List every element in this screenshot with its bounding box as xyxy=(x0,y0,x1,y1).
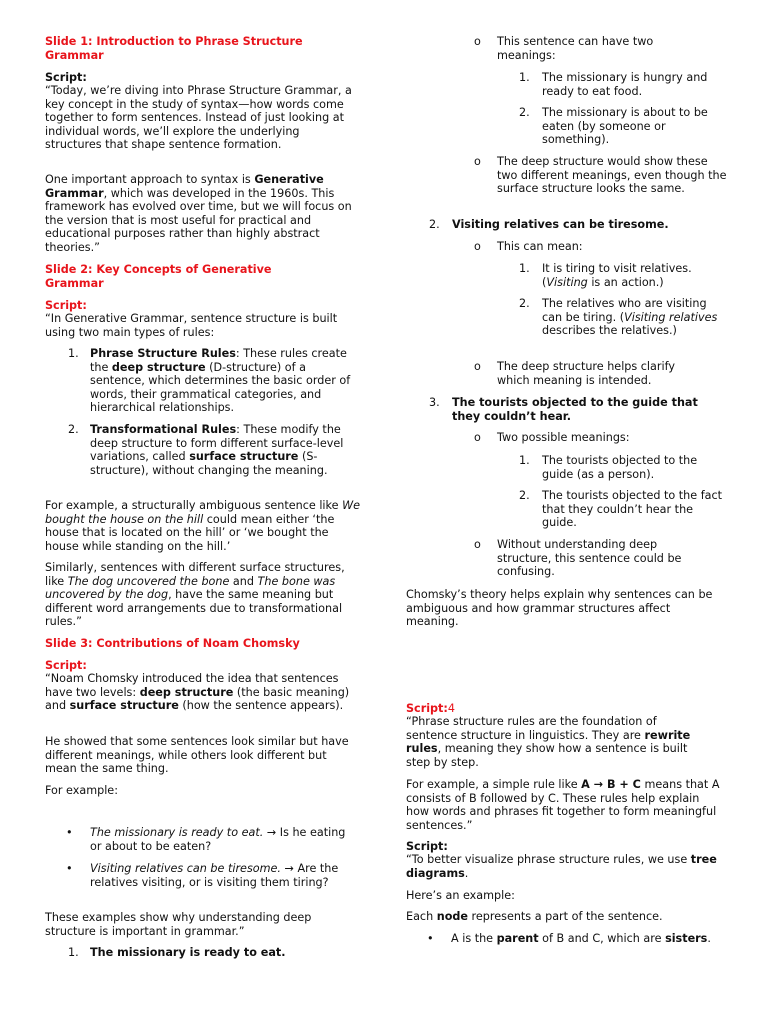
script-4-paragraph-2: For example, a simple rule like A → B + C means that A consists of B followed by C. These rules help explain how words and phrases fit together to form meaningful sentences.” xyxy=(406,778,720,832)
circle-bullet-icon: o xyxy=(474,240,481,253)
slide3-paragraph-2: He showed that some sentences look similar but have different meanings, while others look different but mean the same thing. xyxy=(45,735,349,776)
list-item: Visiting relatives can be tiresome. xyxy=(452,218,669,231)
circle-bullet-icon: o xyxy=(474,35,481,48)
slide2-paragraph-3: Similarly, sentences with different surface structures, like The dog uncovered the bone and The bone was uncovered by the dog, have the same meaning but different word arrangements due to transformational rules.” xyxy=(45,561,345,629)
script-label: Script: xyxy=(45,659,87,672)
list-item: The relatives who are visiting can be tiring. (Visiting relatives describes the relatives.) xyxy=(542,297,718,338)
list-item: A is the parent of B and C, which are sisters. xyxy=(451,932,711,945)
list-item: The tourists objected to the fact that they couldn’t hear the guide. xyxy=(542,489,723,530)
slide2-paragraph-1: “In Generative Grammar, sentence structure is built using two main types of rules: xyxy=(45,312,338,339)
list-item: It is tiring to visit relatives. (Visiting is an action.) xyxy=(542,262,692,289)
list-number: 1. xyxy=(519,262,530,275)
slide3-paragraph-3: For example: xyxy=(45,784,118,797)
list-item: This sentence can have two meanings: xyxy=(497,35,654,62)
right-paragraph: Chomsky’s theory helps explain why sentences can be ambiguous and how grammar structures affect meaning. xyxy=(406,588,713,629)
list-item: The missionary is ready to eat. xyxy=(90,946,286,959)
slide1-paragraph-2: One important approach to syntax is Generative Grammar, which was developed in the 1960s. This framework has evolved over time, but we will focus on the version that is most useful for practical and educational purposes rather than highly abstract theories.” xyxy=(45,173,352,254)
script-4-label: Script:4 xyxy=(406,702,455,715)
list-item: Phrase Structure Rules: These rules create the deep structure (D-structure) of a sentence, which determines the basic order of words, their grammatical categories, and hierarchical relationships. xyxy=(90,347,351,415)
list-number: 2. xyxy=(519,297,530,310)
list-item: This can mean: xyxy=(497,240,583,253)
list-item: The missionary is ready to eat. → Is he eating or about to be eaten? xyxy=(90,826,346,853)
list-item: Two possible meanings: xyxy=(497,431,630,444)
slide2-heading: Slide 2: Key Concepts of Generative Grammar xyxy=(45,263,272,290)
list-item: Without understanding deep structure, this sentence could be confusing. xyxy=(497,538,682,579)
list-item: The deep structure would show these two different meanings, even though the surface structure looks the same. xyxy=(497,155,727,196)
list-number: 2. xyxy=(519,489,530,502)
circle-bullet-icon: o xyxy=(474,155,481,168)
list-item: The missionary is about to be eaten (by someone or something). xyxy=(542,106,708,147)
slide1-paragraph-1: “Today, we’re diving into Phrase Structure Grammar, a key concept in the study of syntax—how words come together to form sentences. Instead of just looking at individual words, we’ll explore the underlying structures that shape sentence formation. xyxy=(45,84,352,152)
script-4-paragraph-1: “Phrase structure rules are the foundation of sentence structure in linguistics. They are rewrite rules, meaning they show how a sentence is built step by step. xyxy=(406,715,691,769)
list-item: Visiting relatives can be tiresome. → Are the relatives visiting, or is visiting them tiring? xyxy=(90,862,339,889)
bullet-icon: • xyxy=(66,862,73,875)
script-label: Script: xyxy=(45,299,87,312)
script-5-label: Script: xyxy=(406,840,448,853)
list-item: The missionary is hungry and ready to eat food. xyxy=(542,71,708,98)
slide2-paragraph-2: For example, a structurally ambiguous sentence like We bought the house on the hill could mean either ‘the house that is located on the hill’ or ‘we bought the house while standing on the hill.’ xyxy=(45,499,361,553)
script-label: Script: xyxy=(45,71,87,84)
circle-bullet-icon: o xyxy=(474,431,481,444)
list-number: 1. xyxy=(519,454,530,467)
circle-bullet-icon: o xyxy=(474,360,481,373)
circle-bullet-icon: o xyxy=(474,538,481,551)
script-5-paragraph-1: “To better visualize phrase structure rules, we use tree diagrams. xyxy=(406,853,717,880)
slide3-paragraph-4: These examples show why understanding deep structure is important in grammar.” xyxy=(45,911,312,938)
slide1-heading: Slide 1: Introduction to Phrase Structure Grammar xyxy=(45,35,303,62)
list-number: 2. xyxy=(429,218,440,231)
list-number: 1. xyxy=(68,946,79,959)
list-number: 2. xyxy=(519,106,530,119)
list-item: Transformational Rules: These modify the deep structure to form different surface-level variations, called surface structure (S-structure), without changing the meaning. xyxy=(90,423,344,477)
bullet-icon: • xyxy=(66,826,73,839)
script-5-paragraph-3: Each node represents a part of the sentence. xyxy=(406,910,663,923)
slide3-paragraph-1: “Noam Chomsky introduced the idea that sentences have two levels: deep structure (the basic meaning) and surface structure (how the sentence appears). xyxy=(45,672,350,713)
list-number: 1. xyxy=(68,347,79,360)
list-item: The deep structure helps clarify which meaning is intended. xyxy=(497,360,675,387)
list-item: The tourists objected to the guide (as a person). xyxy=(542,454,698,481)
slide3-heading: Slide 3: Contributions of Noam Chomsky xyxy=(45,637,300,650)
list-number: 1. xyxy=(519,71,530,84)
list-number: 2. xyxy=(68,423,79,436)
list-item: The tourists objected to the guide that they couldn’t hear. xyxy=(452,396,698,423)
script-5-paragraph-2: Here’s an example: xyxy=(406,889,515,902)
list-number: 3. xyxy=(429,396,440,409)
bullet-icon: • xyxy=(427,932,434,945)
